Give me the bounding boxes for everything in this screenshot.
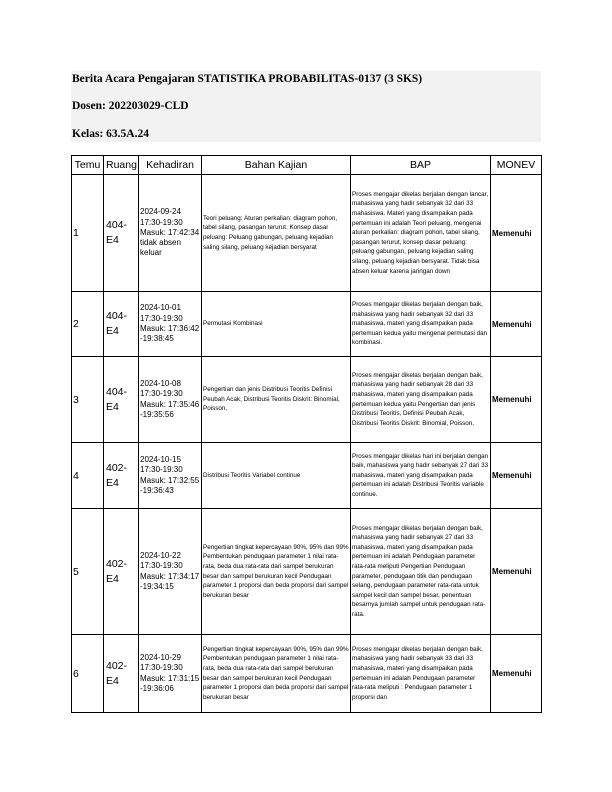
kehadiran-cell: 2024-10-29 17:30-19:30 Masuk: 17:31:15 -19:36:06 [139, 635, 202, 713]
document-title: Berita Acara Pengajaran STATISTIKA PROBABILITAS-0137 (3 SKS) [72, 73, 423, 85]
bahan-kajian-cell: Teori peluang: Aturan perkalian: diagram pohon, tabel silang, pasangan terurut. Konsep dasar peluang: Peluang gabungan, peluang kejadian saling silang, peluang kejadian bersyarat [202, 175, 351, 292]
monev-cell: Memenuhi [491, 509, 542, 635]
kehadiran-cell: 2024-10-22 17:30-19:30 Masuk: 17:34:17 -19:34:15 [139, 509, 202, 635]
bahan-kajian-cell: Pengertian tingkat kepercayaan 90%, 95% dan 99% Pembentukan pendugaan parameter 1 nilai rata-rata, beda dua rata-rata dari sampel berukuran besar dan sampel berukuran kecil Pendugaan parameter 1 proporsi dan beda proporsi dari sampel berukuran besar [202, 509, 351, 635]
bap-cell: Proses mengajar dikelas berjalan dengan baik, mahasiswa yang hadir sebanyak 33 dari 33 mahasiswa, materi yang disampaikan pada pertemuan ini adalah Pendugaan parameter rata-rata meliputi : Pendugaan parameter 1 proporsi dan [351, 635, 491, 713]
column-header-temu: Temu [72, 156, 104, 175]
table-header-row [72, 156, 542, 175]
temu-cell: 1 [72, 175, 104, 292]
bap-cell: Proses mengajar dikelas hari ini berjalan dengan baik, mahasiswa yang hadir sebanyak 27 dari 33 mahasiswa, materi yang disampaikan pada pertemuan ini adalah Distribusi Teoritis variable continue. [351, 443, 491, 509]
ruang-cell: 404-E4 [104, 357, 139, 443]
column-header-bahan-kajian: Bahan Kajian [202, 156, 351, 175]
kehadiran-cell: 2024-10-08 17:30-19:30 Masuk: 17:35:46 -19:35:56 [139, 357, 202, 443]
monev-cell: Memenuhi [491, 443, 542, 509]
ruang-cell: 404-E4 [104, 292, 139, 357]
bahan-kajian-cell: Pengertian dan jenis Distribusi Teoritis Definisi Peubah Acak, Distribusi Teoritis Diskrit: Binomial, Poisson, [202, 357, 351, 443]
table-row [72, 635, 542, 713]
monev-cell: Memenuhi [491, 292, 542, 357]
bahan-kajian-cell: Pengertian tingkat kepercayaan 90%, 95% dan 99% Pembentukan pendugaan parameter 1 nilai rata-rata, beda dua rata-rata dari sampel berukuran besar dan sampel berukuran kecil Pendugaan parameter 1 proporsi dan beda proporsi dari sampel berukuran besar [202, 635, 351, 713]
bap-cell: Proses mengajar dikelas berjalan dengan lancar, mahasiswa yang hadir sebanyak 32 dari 33 mahasiswa. Materi yang disampaikan pada pertemuan ini adalah Teori peluang, mengenai aturan perkalian: diagram pohon, tabel silang, pasangan terurut, konsep dasar peluang: peluang gabungan, peluang kejadian saling silang, peluang kejadian bersyarat. Tidak bisa absen keluar karena jaringan down [351, 175, 491, 292]
column-header-monev: MONEV [491, 156, 542, 175]
ruang-cell: 402-E4 [104, 443, 139, 509]
bap-cell: Proses mengajar dikelas berjalan dengan baik, mahasiswa yang hadir sebanyak 27 dari 33 mahasiswa, materi yang disampaikan pada pertemuan ini adalah Pendugaan parameter rata-rata meliputi Pengertian Pendugaan parameter, pendugaan titik dan pendugaan selang, pendugaan parameter rata-rata untuk sampel kecil dan sampel besar, penentuan besarnya jumlah sampel untuk pendugaan rata-rata. [351, 509, 491, 635]
kehadiran-cell: 2024-09-24 17:30-19:30 Masuk: 17:42:34 tidak absen keluar [139, 175, 202, 292]
bap-table [71, 155, 542, 713]
bap-cell: Proses mengajar dikelas berjalan dengan baik, mahasiswa yang hadir sebanyak 32 dari 33 mahasiswa, materi yang disampaikan pada pertemuan kedua yaitu mengenai permutasi dan kombinasi. [351, 292, 491, 357]
class-line: Kelas: 63.5A.24 [72, 128, 149, 140]
bahan-kajian-cell: Distribusi Teoritis Variabel continue [202, 443, 351, 509]
table-row [72, 175, 542, 292]
table-row [72, 292, 542, 357]
ruang-cell: 404-E4 [104, 175, 139, 292]
kehadiran-cell: 2024-10-15 17:30-19:30 Masuk: 17:32:55 -19:36:43 [139, 443, 202, 509]
ruang-cell: 402-E4 [104, 635, 139, 713]
ruang-cell: 402-E4 [104, 509, 139, 635]
temu-cell: 5 [72, 509, 104, 635]
temu-cell: 3 [72, 357, 104, 443]
monev-cell: Memenuhi [491, 635, 542, 713]
temu-cell: 6 [72, 635, 104, 713]
table-row [72, 443, 542, 509]
lecturer-line: Dosen: 202203029-CLD [72, 100, 189, 112]
temu-cell: 4 [72, 443, 104, 509]
monev-cell: Memenuhi [491, 357, 542, 443]
kehadiran-cell: 2024-10-01 17:30-19:30 Masuk: 17:36:42 -19:38:45 [139, 292, 202, 357]
table-row [72, 357, 542, 443]
bahan-kajian-cell: Permutasi Kombinasi [202, 292, 351, 357]
column-header-ruang: Ruang [104, 156, 139, 175]
temu-cell: 2 [72, 292, 104, 357]
column-header-bap: BAP [351, 156, 491, 175]
monev-cell: Memenuhi [491, 175, 542, 292]
table-row [72, 509, 542, 635]
column-header-kehadiran: Kehadiran [139, 156, 202, 175]
bap-cell: Proses mengajar dikelas berjalan dengan baik, mahasiswa yang hadir sebanyak 28 dari 33 mahasiswa, materi yang disampaikan pada pertemuan kedua yaitu Pengertian dan jenis Distribusi Teoritis, Definisi Peubah Acak, Distribusi Teoritis Diskrit: Binomial, Poisson, [351, 357, 491, 443]
